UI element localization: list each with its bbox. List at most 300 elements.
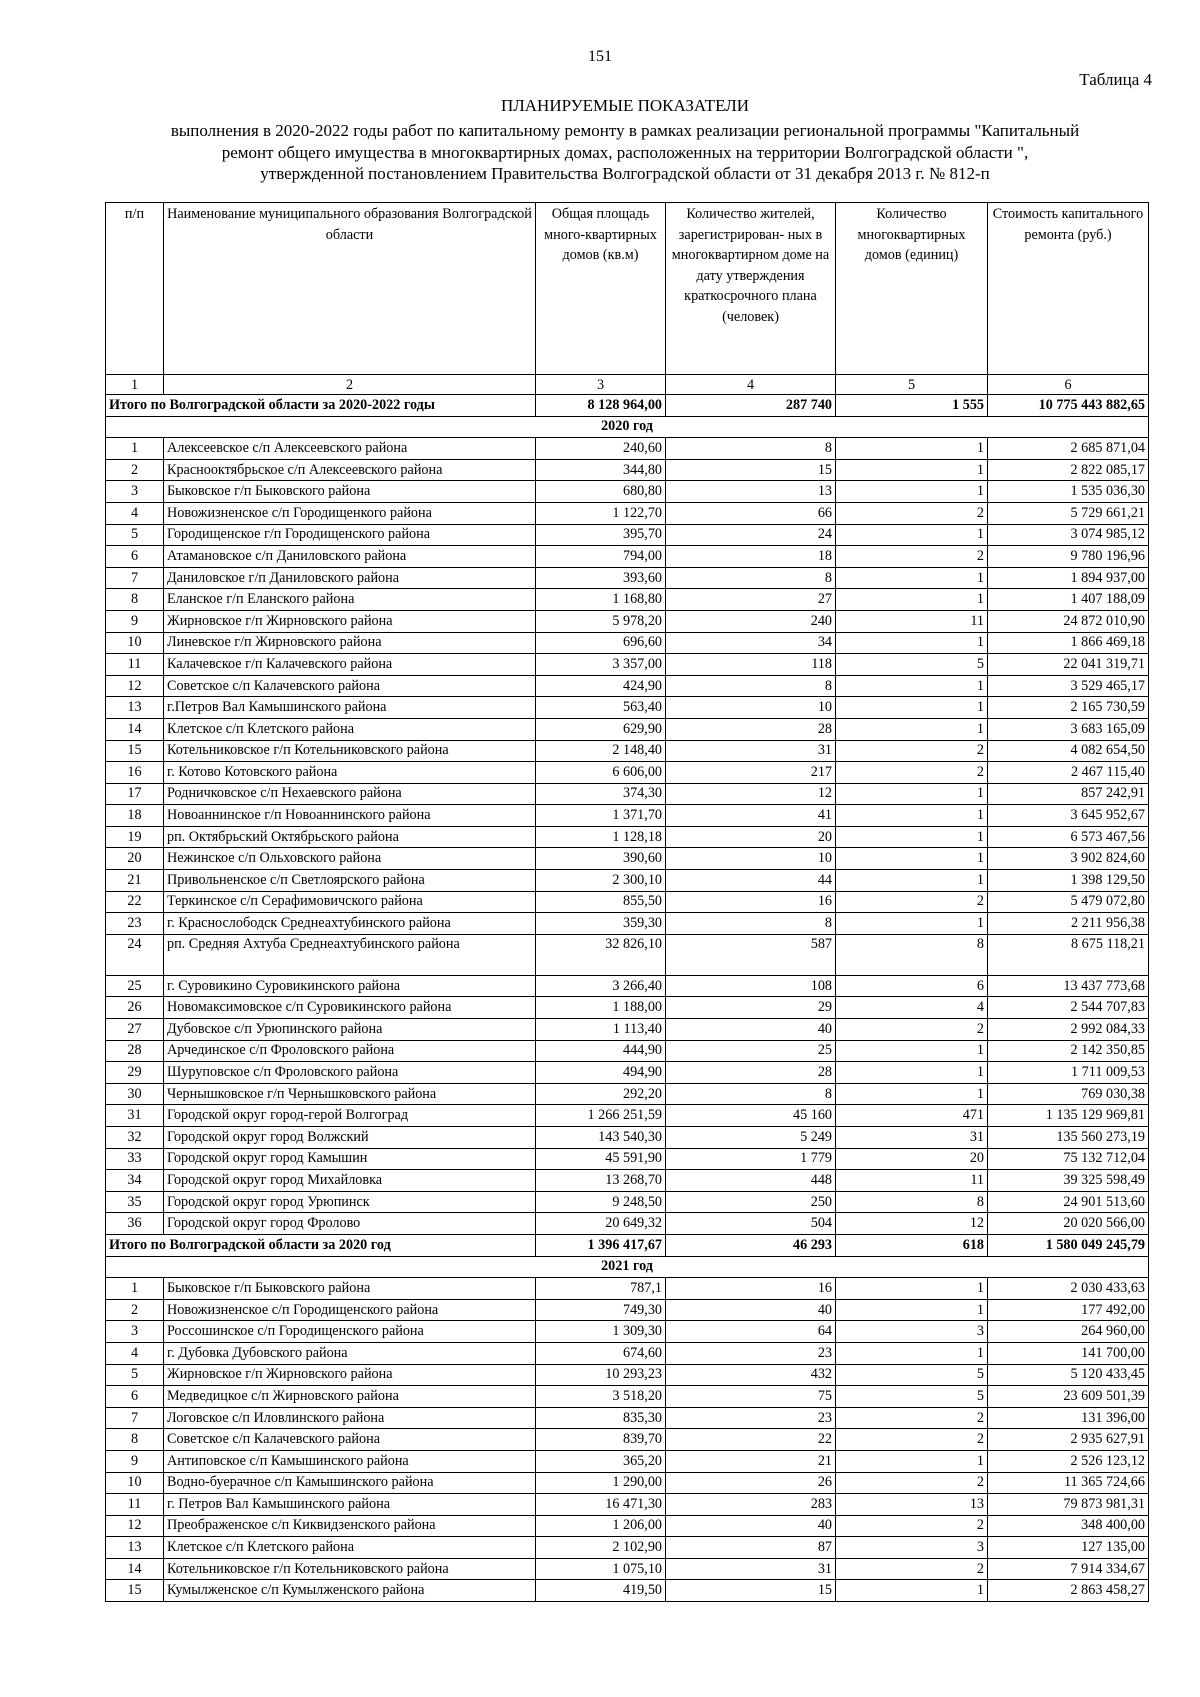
row-area: 344,80 <box>536 459 666 481</box>
row-index: 17 <box>106 783 164 805</box>
row-index: 34 <box>106 1170 164 1192</box>
row-area: 10 293,23 <box>536 1364 666 1386</box>
row-cost: 1 407 188,09 <box>988 589 1149 611</box>
row-index: 4 <box>106 1342 164 1364</box>
row-cost: 1 135 129 969,81 <box>988 1105 1149 1127</box>
row-municipality: Быковское г/п Быковского района <box>164 481 536 503</box>
row-municipality: Жирновское г/п Жирновского района <box>164 610 536 632</box>
row-cost: 5 120 433,45 <box>988 1364 1149 1386</box>
row-area: 1 113,40 <box>536 1019 666 1041</box>
table-row <box>106 975 1149 997</box>
row-area: 9 248,50 <box>536 1191 666 1213</box>
row-cost: 131 396,00 <box>988 1407 1149 1429</box>
table-row <box>106 1019 1149 1041</box>
header-index: п/п <box>106 203 164 375</box>
table-row <box>106 502 1149 524</box>
row-index: 9 <box>106 1450 164 1472</box>
row-residents: 31 <box>666 1558 836 1580</box>
row-area: 390,60 <box>536 848 666 870</box>
table-row <box>106 1580 1149 1602</box>
row-houses: 1 <box>836 1342 988 1364</box>
row-index: 27 <box>106 1019 164 1041</box>
table-row <box>106 1062 1149 1084</box>
row-area: 855,50 <box>536 891 666 913</box>
row-index: 12 <box>106 1515 164 1537</box>
row-index: 36 <box>106 1213 164 1235</box>
row-cost: 5 729 661,21 <box>988 502 1149 524</box>
row-residents: 18 <box>666 546 836 568</box>
document-subtitle <box>90 120 1160 185</box>
row-cost: 20 020 566,00 <box>988 1213 1149 1235</box>
header-area: Общая площадь много-квартирных домов (кв.м) <box>536 203 666 375</box>
row-residents: 240 <box>666 610 836 632</box>
indicators-table <box>105 202 1149 1602</box>
row-residents: 64 <box>666 1321 836 1343</box>
row-area: 1 290,00 <box>536 1472 666 1494</box>
row-index: 11 <box>106 654 164 676</box>
row-municipality: Родничковское с/п Нехаевского района <box>164 783 536 805</box>
row-index: 6 <box>106 1386 164 1408</box>
row-residents: 10 <box>666 697 836 719</box>
row-index: 20 <box>106 848 164 870</box>
row-municipality: Антиповское с/п Камышинского района <box>164 1450 536 1472</box>
row-area: 696,60 <box>536 632 666 654</box>
row-cost: 1 894 937,00 <box>988 567 1149 589</box>
row-residents: 12 <box>666 783 836 805</box>
row-houses: 20 <box>836 1148 988 1170</box>
row-municipality: Клетское с/п Клетского района <box>164 1537 536 1559</box>
row-area: 1 122,70 <box>536 502 666 524</box>
row-houses: 8 <box>836 934 988 975</box>
year-total-row <box>106 1234 1149 1256</box>
row-index: 5 <box>106 1364 164 1386</box>
row-index: 21 <box>106 870 164 892</box>
table-row <box>106 1299 1149 1321</box>
row-cost: 2 467 115,40 <box>988 762 1149 784</box>
column-number: 1 <box>106 375 164 395</box>
row-residents: 27 <box>666 589 836 611</box>
row-residents: 28 <box>666 1062 836 1084</box>
table-row <box>106 481 1149 503</box>
table-row <box>106 1515 1149 1537</box>
row-residents: 283 <box>666 1494 836 1516</box>
row-cost: 9 780 196,96 <box>988 546 1149 568</box>
row-area: 787,1 <box>536 1278 666 1300</box>
row-municipality: рп. Средняя Ахтуба Среднеахтубинского района <box>164 934 536 975</box>
row-houses: 1 <box>836 589 988 611</box>
row-cost: 135 560 273,19 <box>988 1127 1149 1149</box>
row-houses: 1 <box>836 524 988 546</box>
row-cost: 2 526 123,12 <box>988 1450 1149 1472</box>
row-area: 749,30 <box>536 1299 666 1321</box>
row-index: 15 <box>106 1580 164 1602</box>
row-residents: 5 249 <box>666 1127 836 1149</box>
table-row <box>106 1191 1149 1213</box>
row-index: 9 <box>106 610 164 632</box>
row-municipality: Новомаксимовское с/п Суровикинского района <box>164 997 536 1019</box>
table-row <box>106 459 1149 481</box>
row-index: 14 <box>106 1558 164 1580</box>
row-area: 2 300,10 <box>536 870 666 892</box>
row-houses: 1 <box>836 459 988 481</box>
row-municipality: Алексеевское с/п Алексеевского района <box>164 438 536 460</box>
table-row <box>106 891 1149 913</box>
year-total-residents: 46 293 <box>666 1234 836 1256</box>
year-2020-header-row <box>106 416 1149 438</box>
row-residents: 8 <box>666 675 836 697</box>
row-cost: 2 863 458,27 <box>988 1580 1149 1602</box>
row-cost: 3 683 165,09 <box>988 718 1149 740</box>
table-row <box>106 1364 1149 1386</box>
row-index: 31 <box>106 1105 164 1127</box>
row-area: 365,20 <box>536 1450 666 1472</box>
row-municipality: г. Дубовка Дубовского района <box>164 1342 536 1364</box>
table-row <box>106 1342 1149 1364</box>
row-area: 16 471,30 <box>536 1494 666 1516</box>
table-row <box>106 1321 1149 1343</box>
row-municipality: Городской округ город-герой Волгоград <box>164 1105 536 1127</box>
row-cost: 1 535 036,30 <box>988 481 1149 503</box>
row-area: 1 128,18 <box>536 826 666 848</box>
row-cost: 3 529 465,17 <box>988 675 1149 697</box>
header-residents: Количество жителей, зарегистрирован- ных в многоквартирном доме на дату утверждения краткосрочного плана (человек) <box>666 203 836 375</box>
page-number: 151 <box>588 48 612 65</box>
document-title: ПЛАНИРУЕМЫЕ ПОКАЗАТЕЛИ <box>500 96 750 115</box>
row-houses: 1 <box>836 913 988 935</box>
row-cost: 79 873 981,31 <box>988 1494 1149 1516</box>
row-index: 13 <box>106 697 164 719</box>
row-houses: 5 <box>836 1386 988 1408</box>
row-residents: 34 <box>666 632 836 654</box>
row-area: 395,70 <box>536 524 666 546</box>
row-residents: 108 <box>666 975 836 997</box>
row-municipality: Советское с/п Калачевского района <box>164 1429 536 1451</box>
row-municipality: Чернышковское г/п Чернышковского района <box>164 1083 536 1105</box>
year-total-label: Итого по Волгоградской области за 2020 год <box>106 1234 536 1256</box>
row-houses: 1 <box>836 438 988 460</box>
table-row <box>106 546 1149 568</box>
row-houses: 12 <box>836 1213 988 1235</box>
row-residents: 432 <box>666 1364 836 1386</box>
row-cost: 2 211 956,38 <box>988 913 1149 935</box>
row-cost: 2 822 085,17 <box>988 459 1149 481</box>
row-cost: 11 365 724,66 <box>988 1472 1149 1494</box>
row-index: 12 <box>106 675 164 697</box>
row-area: 393,60 <box>536 567 666 589</box>
row-houses: 471 <box>836 1105 988 1127</box>
row-residents: 10 <box>666 848 836 870</box>
row-area: 1 266 251,59 <box>536 1105 666 1127</box>
row-residents: 250 <box>666 1191 836 1213</box>
row-residents: 217 <box>666 762 836 784</box>
row-residents: 13 <box>666 481 836 503</box>
row-area: 563,40 <box>536 697 666 719</box>
row-residents: 87 <box>666 1537 836 1559</box>
table-row <box>106 934 1149 975</box>
grand-total-cost: 10 775 443 882,65 <box>988 395 1149 417</box>
row-houses: 8 <box>836 1191 988 1213</box>
row-houses: 2 <box>836 1019 988 1041</box>
row-index: 18 <box>106 805 164 827</box>
row-index: 35 <box>106 1191 164 1213</box>
row-index: 1 <box>106 1278 164 1300</box>
row-cost: 2 165 730,59 <box>988 697 1149 719</box>
row-residents: 24 <box>666 524 836 546</box>
row-houses: 2 <box>836 1515 988 1537</box>
row-residents: 40 <box>666 1299 836 1321</box>
table-row <box>106 1494 1149 1516</box>
table-row <box>106 826 1149 848</box>
row-cost: 23 609 501,39 <box>988 1386 1149 1408</box>
row-cost: 4 082 654,50 <box>988 740 1149 762</box>
column-number: 6 <box>988 375 1149 395</box>
year-total-cost: 1 580 049 245,79 <box>988 1234 1149 1256</box>
row-houses: 1 <box>836 826 988 848</box>
row-index: 32 <box>106 1127 164 1149</box>
table-row <box>106 1170 1149 1192</box>
header-houses: Количество многоквартирных домов (единиц) <box>836 203 988 375</box>
row-index: 6 <box>106 546 164 568</box>
row-municipality: Новожизненское с/п Городищенкого района <box>164 502 536 524</box>
row-index: 16 <box>106 762 164 784</box>
row-houses: 1 <box>836 697 988 719</box>
row-area: 794,00 <box>536 546 666 568</box>
row-area: 3 266,40 <box>536 975 666 997</box>
row-cost: 177 492,00 <box>988 1299 1149 1321</box>
table-row <box>106 567 1149 589</box>
row-residents: 66 <box>666 502 836 524</box>
row-municipality: Преображенское с/п Киквидзенского района <box>164 1515 536 1537</box>
row-houses: 1 <box>836 718 988 740</box>
row-index: 1 <box>106 438 164 460</box>
row-municipality: Новожизненское с/п Городищенского района <box>164 1299 536 1321</box>
grand-total-residents: 287 740 <box>666 395 836 417</box>
row-residents: 26 <box>666 1472 836 1494</box>
row-index: 25 <box>106 975 164 997</box>
row-municipality: Городищенское г/п Городищенского района <box>164 524 536 546</box>
row-cost: 2 544 707,83 <box>988 997 1149 1019</box>
row-residents: 448 <box>666 1170 836 1192</box>
row-index: 26 <box>106 997 164 1019</box>
row-area: 143 540,30 <box>536 1127 666 1149</box>
table-row <box>106 762 1149 784</box>
row-houses: 11 <box>836 1170 988 1192</box>
table-row <box>106 675 1149 697</box>
row-cost: 3 645 952,67 <box>988 805 1149 827</box>
row-municipality: Краснооктябрьское с/п Алексеевского района <box>164 459 536 481</box>
row-area: 444,90 <box>536 1040 666 1062</box>
row-area: 424,90 <box>536 675 666 697</box>
row-municipality: Городской округ город Волжский <box>164 1127 536 1149</box>
row-houses: 2 <box>836 891 988 913</box>
row-residents: 504 <box>666 1213 836 1235</box>
row-houses: 13 <box>836 1494 988 1516</box>
row-houses: 1 <box>836 783 988 805</box>
row-municipality: Котельниковское г/п Котельниковского района <box>164 1558 536 1580</box>
row-houses: 4 <box>836 997 988 1019</box>
row-area: 20 649,32 <box>536 1213 666 1235</box>
table-row <box>106 1127 1149 1149</box>
row-municipality: Арчединское с/п Фроловского района <box>164 1040 536 1062</box>
grand-total-houses: 1 555 <box>836 395 988 417</box>
year-title: 2021 год <box>106 1256 1149 1278</box>
row-index: 4 <box>106 502 164 524</box>
table-label: Таблица 4 <box>1079 70 1152 89</box>
row-municipality: Медведицкое с/п Жирновского района <box>164 1386 536 1408</box>
row-municipality: Атамановское с/п Даниловского района <box>164 546 536 568</box>
table-row <box>106 1040 1149 1062</box>
row-cost: 3 074 985,12 <box>988 524 1149 546</box>
row-houses: 1 <box>836 848 988 870</box>
header-municipality: Наименование муниципального образования Волгоградской области <box>164 203 536 375</box>
table-row <box>106 1386 1149 1408</box>
subtitle-line: утвержденной постановлением Правительства Волгоградской области от 31 декабря 2013 г. № 812-п <box>260 164 990 183</box>
row-municipality: Жирновское г/п Жирновского района <box>164 1364 536 1386</box>
row-municipality: Быковское г/п Быковского района <box>164 1278 536 1300</box>
row-index: 19 <box>106 826 164 848</box>
row-residents: 40 <box>666 1515 836 1537</box>
table-row <box>106 1407 1149 1429</box>
table-row <box>106 783 1149 805</box>
row-municipality: рп. Октябрьский Октябрьского района <box>164 826 536 848</box>
row-houses: 5 <box>836 1364 988 1386</box>
row-area: 359,30 <box>536 913 666 935</box>
row-residents: 44 <box>666 870 836 892</box>
row-residents: 8 <box>666 567 836 589</box>
row-houses: 1 <box>836 1278 988 1300</box>
row-municipality: Теркинское с/п Серафимовичского района <box>164 891 536 913</box>
row-houses: 3 <box>836 1537 988 1559</box>
table-row <box>106 740 1149 762</box>
row-index: 10 <box>106 632 164 654</box>
row-municipality: Кумылженское с/п Кумылженского района <box>164 1580 536 1602</box>
row-cost: 75 132 712,04 <box>988 1148 1149 1170</box>
row-residents: 22 <box>666 1429 836 1451</box>
row-municipality: Котельниковское г/п Котельниковского района <box>164 740 536 762</box>
row-cost: 1 398 129,50 <box>988 870 1149 892</box>
row-cost: 1 711 009,53 <box>988 1062 1149 1084</box>
row-index: 29 <box>106 1062 164 1084</box>
row-municipality: Еланское г/п Еланского района <box>164 589 536 611</box>
row-area: 1 075,10 <box>536 1558 666 1580</box>
row-cost: 8 675 118,21 <box>988 934 1149 975</box>
row-area: 2 102,90 <box>536 1537 666 1559</box>
year-2020-title: 2020 год <box>106 416 1149 438</box>
row-index: 5 <box>106 524 164 546</box>
row-houses: 2 <box>836 740 988 762</box>
row-area: 1 168,80 <box>536 589 666 611</box>
row-cost: 264 960,00 <box>988 1321 1149 1343</box>
grand-total-label: Итого по Волгоградской области за 2020-2022 годы <box>106 395 536 417</box>
row-municipality: Водно-буерачное с/п Камышинского района <box>164 1472 536 1494</box>
row-area: 839,70 <box>536 1429 666 1451</box>
row-area: 374,30 <box>536 783 666 805</box>
row-houses: 2 <box>836 762 988 784</box>
row-index: 15 <box>106 740 164 762</box>
row-area: 45 591,90 <box>536 1148 666 1170</box>
row-residents: 1 779 <box>666 1148 836 1170</box>
row-cost: 857 242,91 <box>988 783 1149 805</box>
row-houses: 2 <box>836 1429 988 1451</box>
table-header-row <box>106 203 1149 375</box>
row-residents: 15 <box>666 1580 836 1602</box>
row-houses: 1 <box>836 481 988 503</box>
row-cost: 22 041 319,71 <box>988 654 1149 676</box>
row-houses: 1 <box>836 870 988 892</box>
row-cost: 24 901 513,60 <box>988 1191 1149 1213</box>
column-number: 4 <box>666 375 836 395</box>
table-row <box>106 654 1149 676</box>
row-index: 24 <box>106 934 164 975</box>
table-row <box>106 1450 1149 1472</box>
row-houses: 1 <box>836 632 988 654</box>
row-cost: 769 030,38 <box>988 1083 1149 1105</box>
row-houses: 2 <box>836 1472 988 1494</box>
table-row <box>106 1105 1149 1127</box>
row-area: 494,90 <box>536 1062 666 1084</box>
table-row <box>106 997 1149 1019</box>
table-row <box>106 1537 1149 1559</box>
row-municipality: Дубовское с/п Урюпинского района <box>164 1019 536 1041</box>
row-area: 1 206,00 <box>536 1515 666 1537</box>
table-row <box>106 1278 1149 1300</box>
row-index: 8 <box>106 589 164 611</box>
column-number: 5 <box>836 375 988 395</box>
table-row <box>106 718 1149 740</box>
row-municipality: Россошинское с/п Городищенского района <box>164 1321 536 1343</box>
table-row <box>106 870 1149 892</box>
table-body <box>106 375 1149 1602</box>
row-cost: 2 992 084,33 <box>988 1019 1149 1041</box>
row-houses: 31 <box>836 1127 988 1149</box>
row-municipality: г. Котово Котовского района <box>164 762 536 784</box>
row-residents: 8 <box>666 913 836 935</box>
subtitle-line: выполнения в 2020-2022 годы работ по капитальному ремонту в рамках реализации региональной программы "Капитальный <box>170 121 1080 140</box>
row-area: 674,60 <box>536 1342 666 1364</box>
row-residents: 118 <box>666 654 836 676</box>
row-index: 30 <box>106 1083 164 1105</box>
row-area: 32 826,10 <box>536 934 666 975</box>
row-area: 2 148,40 <box>536 740 666 762</box>
row-municipality: Нежинское с/п Ольховского района <box>164 848 536 870</box>
table-row <box>106 1213 1149 1235</box>
row-index: 2 <box>106 1299 164 1321</box>
row-houses: 5 <box>836 654 988 676</box>
table-row <box>106 1429 1149 1451</box>
table-row <box>106 848 1149 870</box>
row-municipality: Городской округ город Михайловка <box>164 1170 536 1192</box>
row-area: 3 357,00 <box>536 654 666 676</box>
row-municipality: Городской округ город Камышин <box>164 1148 536 1170</box>
row-houses: 2 <box>836 502 988 524</box>
row-index: 33 <box>106 1148 164 1170</box>
row-residents: 41 <box>666 805 836 827</box>
row-index: 22 <box>106 891 164 913</box>
column-number: 2 <box>164 375 536 395</box>
column-number-row <box>106 375 1149 395</box>
table-row <box>106 524 1149 546</box>
row-cost: 2 935 627,91 <box>988 1429 1149 1451</box>
row-cost: 127 135,00 <box>988 1537 1149 1559</box>
row-houses: 3 <box>836 1321 988 1343</box>
row-houses: 2 <box>836 1558 988 1580</box>
table-row <box>106 913 1149 935</box>
row-municipality: Советское с/п Калачевского района <box>164 675 536 697</box>
table-row <box>106 1558 1149 1580</box>
row-municipality: г. Суровикино Суровикинского района <box>164 975 536 997</box>
row-houses: 1 <box>836 1450 988 1472</box>
header-cost: Стоимость капитального ремонта (руб.) <box>988 203 1149 375</box>
